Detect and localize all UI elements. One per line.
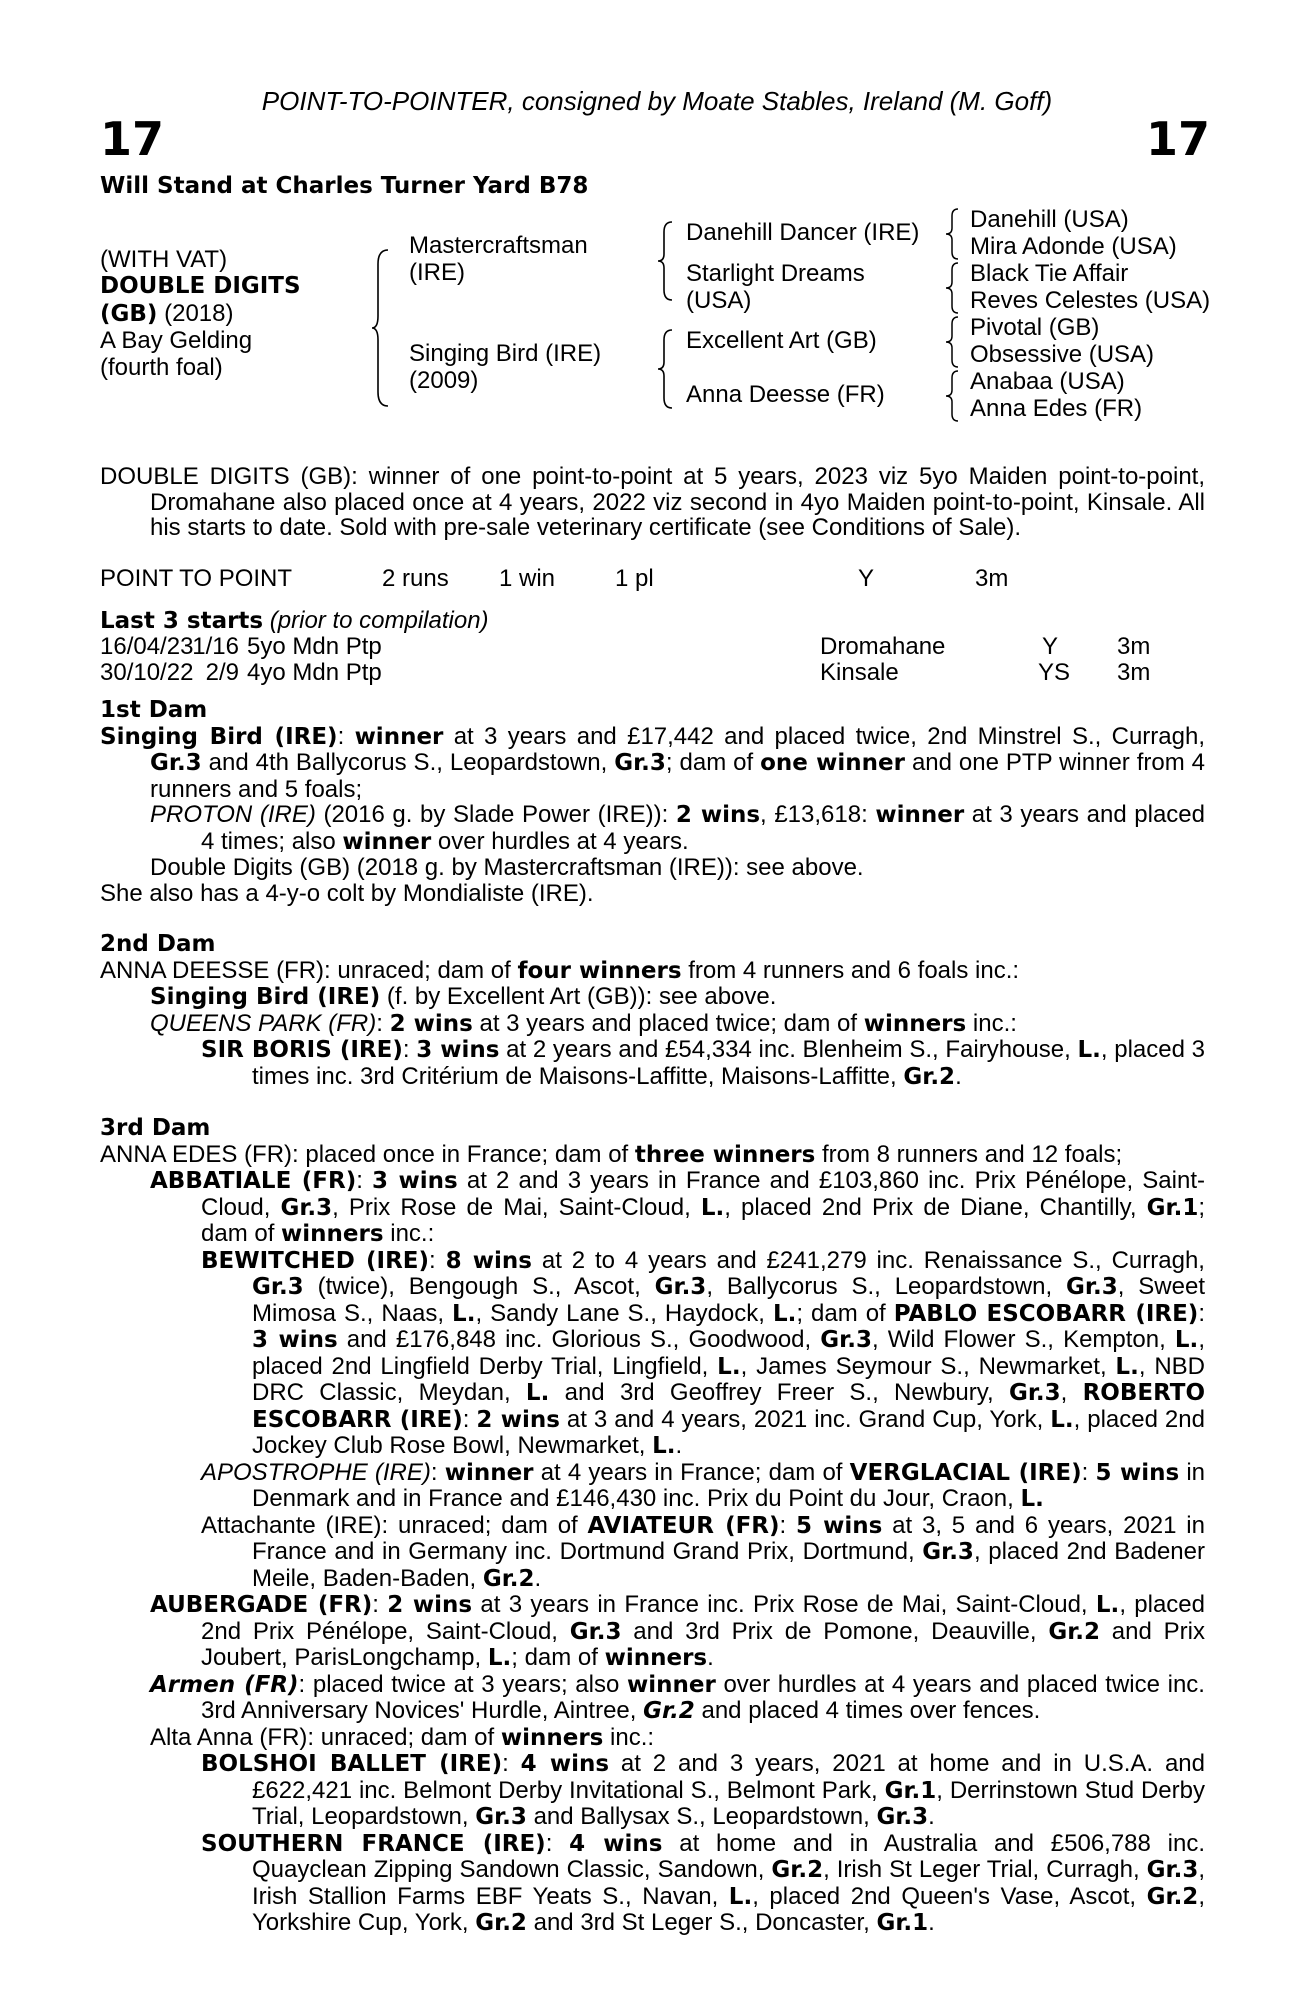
gg-dam-dam-dam: Anna Edes (FR) <box>970 395 1143 422</box>
horse-country: (GB) <box>100 301 158 327</box>
gg-sire-dam-sire: Black Tie Affair <box>970 260 1129 287</box>
record-going: Y <box>858 564 875 592</box>
gg-sire-sire-sire: Danehill (USA) <box>970 206 1129 233</box>
produce-entry: Double Digits (GB) (2018 g. by Mastercraftsman (IRE)): see above. <box>150 854 864 881</box>
gg-dam-sire-sire: Pivotal (GB) <box>970 314 1100 341</box>
catalogue-body <box>100 464 1205 1937</box>
start-going: Y <box>1042 633 1059 660</box>
pedigree-brace-ds <box>944 314 964 370</box>
start-row <box>100 634 1205 660</box>
record-wins: 1 win <box>499 564 556 592</box>
start-row <box>100 660 1205 686</box>
gg-sire-sire-dam: Mira Adonde (USA) <box>970 233 1177 260</box>
produce-entry: AUBERGADE (FR): 2 wins at 3 years in France inc. Prix Rose de Mai, Saint-Cloud, L., placed 2nd Prix Pénélope, Saint-Cloud, Gr.3 and 3rd Prix de Pomone, Deauville, Gr.2 and Prix Joubert, ParisLongchamp, L.; dam of winners. <box>150 1591 1205 1671</box>
produce-entry: ABBATIALE (FR): 3 wins at 2 and 3 years in France and £103,860 inc. Prix Pénélope, Saint-Cloud, Gr.3, Prix Rose de Mai, Saint-Cloud, L., placed 2nd Prix de Diane, Chantilly, Gr.1; dam of winners inc.: <box>150 1167 1206 1247</box>
horse-description: A Bay Gelding <box>100 327 253 354</box>
horse-name: BEWITCHED (IRE) <box>201 1247 430 1274</box>
start-distance: 3m <box>1117 659 1151 686</box>
sire-dam: Starlight Dreams <box>686 260 865 287</box>
pedigree-brace-ss <box>944 206 964 262</box>
horse-name: SIR BORIS (IRE) <box>201 1037 403 1063</box>
first-dam-heading: 1st Dam <box>100 697 208 723</box>
horse-name: SOUTHERN FRANCE (IRE) <box>201 1830 546 1857</box>
pedigree-brace-sire <box>656 218 680 304</box>
start-race: 5yo Mdn Ptp <box>247 633 382 660</box>
start-distance: 3m <box>1117 633 1151 660</box>
last-starts-note: (prior to compilation) <box>269 606 489 634</box>
horse-country-year <box>100 300 233 328</box>
start-race: 4yo Mdn Ptp <box>247 659 382 686</box>
sire-dam-country: (USA) <box>686 287 752 314</box>
start-course: Dromahane <box>820 633 946 660</box>
produce-entry: BOLSHOI BALLET (IRE): 4 wins at 2 and 3 years, 2021 at home and in U.S.A. and £622,421 inc. Belmont Derby Invitational S., Belmont Park, Gr.1, Derrinstown Stud Derby Trial, Leopardstown, Gr.3 and Ballysax S., Leopardstown, Gr.3. <box>201 1750 1205 1830</box>
produce-entry: SIR BORIS (IRE): 3 wins at 2 years and £54,334 inc. Blenheim S., Fairyhouse, L., placed 3 times inc. 3rd Critérium de Maisons-Laffitte, Maisons-Laffitte, Gr.2. <box>201 1036 1205 1090</box>
third-dam-heading: 3rd Dam <box>100 1115 211 1141</box>
horse-name: BOLSHOI BALLET (IRE) <box>201 1751 503 1777</box>
start-course: Kinsale <box>820 659 899 686</box>
horse-name: QUEENS PARK (FR) <box>150 1009 377 1037</box>
dam-year: (2009) <box>409 367 479 394</box>
produce-entry: QUEENS PARK (FR): 2 wins at 3 years and placed twice; dam of winners inc.: <box>150 1009 1017 1037</box>
lot-number-left: 17 <box>100 112 165 166</box>
horse-name: ABBATIALE (FR) <box>150 1168 357 1194</box>
pedigree-brace-dam <box>656 326 680 412</box>
horse-foal: (fourth foal) <box>100 354 223 381</box>
sire-country: (IRE) <box>409 259 465 286</box>
start-date: 30/10/22 <box>100 659 194 686</box>
pedigree-brace-main <box>370 246 400 410</box>
start-position: 2/9 <box>205 659 239 686</box>
produce-entry: Alta Anna (FR): unraced; dam of winners inc.: <box>150 1723 655 1751</box>
vat-note: (WITH VAT) <box>100 246 228 273</box>
lot-number-right: 17 <box>1145 112 1210 166</box>
start-going: YS <box>1038 659 1071 686</box>
horse-year: (2018) <box>164 300 234 327</box>
page-header: POINT-TO-POINTER, consigned by Moate Stables, Ireland (M. Goff) <box>261 86 1053 116</box>
first-dam-entry: Singing Bird (IRE): winner at 3 years and £17,442 and placed twice, 2nd Minstrel S., Curragh, Gr.3 and 4th Ballycorus S., Leopardstown, Gr.3; dam of one winner and one PTP winner from 4 runners and 5 foals; <box>100 722 1206 803</box>
horse-name: DOUBLE DIGITS <box>100 273 301 299</box>
gg-dam-dam-sire: Anabaa (USA) <box>970 368 1125 395</box>
produce-entry: Attachante (IRE): unraced; dam of AVIATEUR (FR): 5 wins at 3, 5 and 6 years, 2021 in France and in Germany inc. Dortmund Grand Prix, Dortmund, Gr.3, placed 2nd Badener Meile, Baden-Baden, Gr.2. <box>201 1511 1205 1592</box>
third-dam-entry: ANNA EDES (FR): placed once in France; dam of three winners from 8 runners and 12 foals; <box>100 1140 1123 1168</box>
horse-summary: DOUBLE DIGITS (GB): winner of one point-to-point at 5 years, 2023 viz 5yo Maiden point-to-point, Dromahane also placed once at 4 years, 2022 viz second in 4yo Maiden point-to-point, Kinsale. All his starts to date. Sold with pre-sale veterinary certificate (see Conditions of Sale). <box>100 463 1205 541</box>
horse-name: AUBERGADE (FR) <box>150 1592 373 1618</box>
race-record <box>100 566 1205 592</box>
horse-name: PROTON (IRE) <box>150 801 316 828</box>
second-dam-heading: 2nd Dam <box>100 931 216 957</box>
pedigree-brace-dd <box>944 368 964 424</box>
produce-entry: BEWITCHED (IRE): 8 wins at 2 to 4 years and £241,279 inc. Renaissance S., Curragh, Gr.3 (twice), Bengough S., Ascot, Gr.3, Ballycorus S., Leopardstown, Gr.3, Sweet Mimosa S., Naas, L., Sandy Lane S., Haydock, L.; dam of PABLO ESCOBARR (IRE): 3 wins and £176,848 inc. Glorious S., Goodwood, Gr.3, Wild Flower S., Kempton, L., placed 2nd Lingfield Derby Trial, Lingfield, L., James Seymour S., Newmarket, L., NBD DRC Classic, Meydan, L. and 3rd Geoffrey Freer S., Newbury, Gr.3, ROBERTO ESCOBARR (IRE): 2 wins at 3 and 4 years, 2021 inc. Grand Cup, York, L., placed 2nd Jockey Club Rose Bowl, Newmarket, L.. <box>201 1246 1206 1459</box>
horse-name: Singing Bird (IRE) <box>150 984 381 1010</box>
start-date: 16/04/23 <box>100 633 194 660</box>
record-label: POINT TO POINT <box>100 564 293 592</box>
gg-dam-sire-dam: Obsessive (USA) <box>970 341 1155 368</box>
dam-sire: Excellent Art (GB) <box>686 327 877 354</box>
produce-note: She also has a 4-y-o colt by Mondialiste (IRE). <box>100 879 594 907</box>
pedigree-brace-sd <box>944 260 964 316</box>
record-placed: 1 pl <box>615 564 654 592</box>
record-runs: 2 runs <box>382 564 449 592</box>
gg-sire-dam-dam: Reves Celestes (USA) <box>970 287 1211 314</box>
horse-name: APOSTROPHE (IRE) <box>201 1458 431 1486</box>
sire-name: Mastercraftsman <box>409 232 588 259</box>
stabling-location: Will Stand at Charles Turner Yard B78 <box>100 173 589 199</box>
start-position: 1/16 <box>192 633 239 660</box>
dam-name: Singing Bird (IRE) <box>409 340 602 367</box>
produce-entry: SOUTHERN FRANCE (IRE): 4 wins at home and in Australia and £506,788 inc. Quayclean Zipping Sandown Classic, Sandown, Gr.2, Irish St Leger Trial, Curragh, Gr.3, Irish Stallion Farms EBF Yeats S., Navan, L., placed 2nd Queen's Vase, Ascot, Gr.2, Yorkshire Cup, York, Gr.2 and 3rd St Leger S., Doncaster, Gr.1. <box>201 1829 1205 1936</box>
last-starts-heading <box>100 608 1205 635</box>
produce-entry: Singing Bird (IRE) (f. by Excellent Art (GB)): see above. <box>150 983 777 1010</box>
produce-entry: Armen (FR): placed twice at 3 years; also winner over hurdles at 4 years and placed twice inc. 3rd Anniversary Novices' Hurdle, Aintree, Gr.2 and placed 4 times over fences. <box>150 1670 1205 1724</box>
dam-dam: Anna Deesse (FR) <box>686 381 885 408</box>
horse-name: Singing Bird (IRE) <box>100 723 338 750</box>
produce-entry: APOSTROPHE (IRE): winner at 4 years in France; dam of VERGLACIAL (IRE): 5 wins in Denmark and in France and £146,430 inc. Prix du Point du Jour, Craon, L. <box>201 1458 1205 1512</box>
last-starts-title: Last 3 starts <box>100 607 264 634</box>
horse-name: Armen (FR) <box>150 1671 299 1698</box>
produce-entry: PROTON (IRE) (2016 g. by Slade Power (IRE)): 2 wins, £13,618: winner at 3 years and placed 4 times; also winner over hurdles at 4 years. <box>150 801 1206 855</box>
record-distance: 3m <box>975 564 1009 592</box>
second-dam-entry: ANNA DEESSE (FR): unraced; dam of four winners from 4 runners and 6 foals inc.: <box>100 956 1020 984</box>
sire-sire: Danehill Dancer (IRE) <box>686 219 920 246</box>
